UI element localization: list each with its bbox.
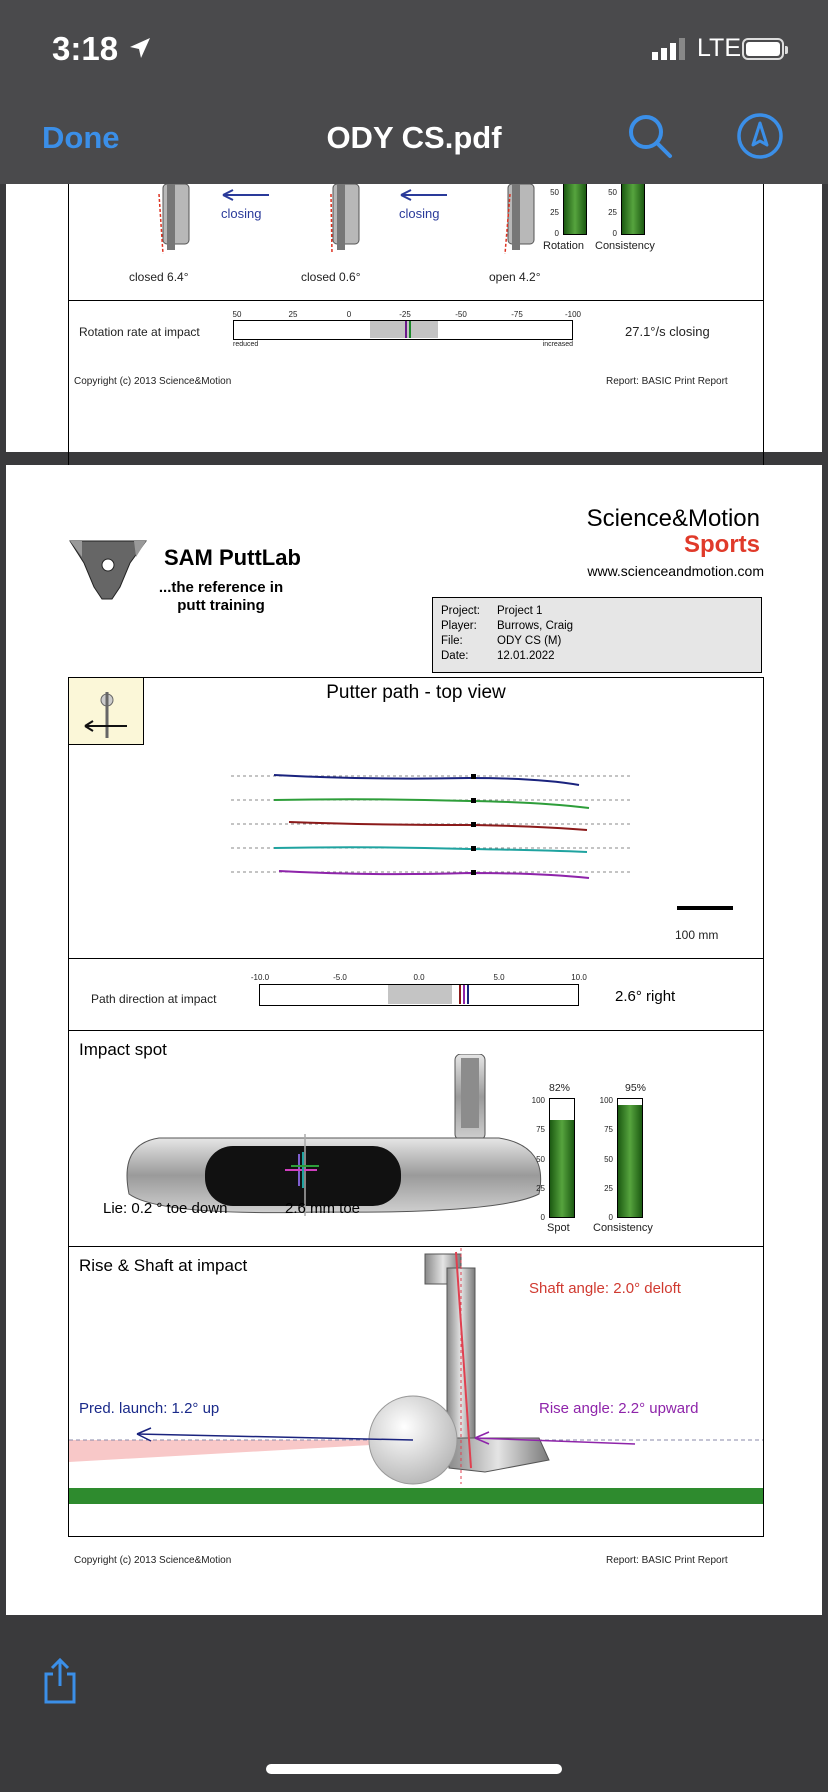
closing-arrow-icon bbox=[399, 188, 449, 202]
launch-value: Pred. launch: 1.2° up bbox=[79, 1400, 220, 1417]
increased-label: increased bbox=[542, 341, 573, 348]
player-label: Player: bbox=[441, 620, 477, 632]
putter-path-chart bbox=[69, 738, 763, 938]
project-value: Project 1 bbox=[497, 605, 543, 617]
tick-label: 25 bbox=[536, 1184, 545, 1193]
rotation-rate-label: Rotation rate at impact bbox=[79, 325, 200, 339]
tick-label: 0 bbox=[608, 1213, 613, 1222]
scale-label: -100 bbox=[564, 310, 581, 319]
network-label: LTE bbox=[697, 34, 741, 62]
closing-label-1: closing bbox=[221, 206, 262, 221]
brand-tagline-2: putt training bbox=[177, 597, 265, 614]
done-button[interactable]: Done bbox=[42, 120, 120, 155]
consistency-bar bbox=[617, 1098, 643, 1218]
markup-pen-icon[interactable] bbox=[736, 112, 784, 160]
consistency-pct: 95% bbox=[625, 1082, 647, 1094]
shaft-angle-value: Shaft angle: 2.0° deloft bbox=[529, 1280, 681, 1297]
consistency-label: Consistency bbox=[593, 1222, 653, 1234]
date-value: 12.01.2022 bbox=[497, 650, 555, 662]
putter-heel-image-2 bbox=[319, 184, 369, 254]
search-icon[interactable] bbox=[626, 112, 674, 160]
closing-arrow-icon bbox=[221, 188, 271, 202]
consistency-bar-fill bbox=[618, 1105, 642, 1217]
date-label: Date: bbox=[441, 650, 469, 662]
face-angle-1: closed 6.4° bbox=[129, 270, 189, 284]
document-title: ODY CS.pdf bbox=[326, 120, 502, 155]
scale-label: 10.0 bbox=[571, 973, 587, 982]
putter-face-image bbox=[119, 1054, 559, 1224]
scale-label: 0.0 bbox=[413, 973, 425, 982]
rise-shaft-title: Rise & Shaft at impact bbox=[79, 1256, 248, 1275]
closing-label-2: closing bbox=[399, 206, 440, 221]
report-label: Report: BASIC Print Report bbox=[606, 1555, 728, 1566]
tick-label: 100 bbox=[531, 1096, 545, 1105]
battery-icon bbox=[742, 38, 784, 60]
scale-label: -50 bbox=[455, 310, 467, 319]
spot-pct: 82% bbox=[549, 1082, 571, 1094]
scale-label: -75 bbox=[511, 310, 523, 319]
tick-label: 100 bbox=[599, 1096, 613, 1105]
rotation-bar bbox=[563, 184, 587, 235]
report-label: Report: BASIC Print Report bbox=[606, 376, 728, 387]
putter-path-title: Putter path - top view bbox=[326, 682, 506, 703]
spot-bar-fill bbox=[550, 1120, 574, 1217]
share-button[interactable] bbox=[40, 1658, 80, 1707]
signal-bars-icon bbox=[652, 38, 692, 60]
path-direction-scale bbox=[259, 984, 579, 1006]
pdf-page-2 bbox=[6, 465, 822, 1615]
status-bar bbox=[0, 0, 828, 92]
scale-label: 0 bbox=[346, 310, 352, 319]
face-angle-2: closed 0.6° bbox=[301, 270, 361, 284]
nav-bar bbox=[0, 92, 828, 184]
status-time: 3:18 bbox=[52, 30, 119, 67]
copyright: Copyright (c) 2013 Science&Motion bbox=[74, 376, 232, 387]
project-label: Project: bbox=[441, 605, 480, 617]
brand-tagline bbox=[136, 579, 306, 615]
reduced-label: reduced bbox=[233, 341, 259, 348]
location-arrow-icon bbox=[128, 36, 152, 60]
scale-label: -25 bbox=[399, 310, 411, 319]
rotation-rate-value: 27.1°/s closing bbox=[625, 324, 710, 339]
toe-value: 2.6 mm toe bbox=[285, 1200, 361, 1217]
spot-bar bbox=[549, 1098, 575, 1218]
face-angle-3: open 4.2° bbox=[489, 270, 541, 284]
player-value: Burrows, Craig bbox=[497, 620, 574, 632]
putter-heel-image-3 bbox=[494, 184, 544, 254]
report-frame bbox=[68, 677, 764, 1537]
putter-heel-image-1 bbox=[149, 184, 199, 254]
brand-name: SAM PuttLab bbox=[164, 545, 301, 570]
path-direction-value: 2.6° right bbox=[615, 988, 676, 1005]
tick-label: 50 bbox=[608, 188, 617, 197]
company-sports: Sports bbox=[683, 531, 760, 558]
file-label: File: bbox=[441, 635, 463, 647]
tick-label: 75 bbox=[604, 1125, 613, 1134]
rotation-rate-scale bbox=[233, 320, 573, 340]
face-rotation-panel bbox=[68, 184, 764, 503]
tick-label: 25 bbox=[608, 208, 617, 217]
consistency-label: Consistency bbox=[595, 240, 655, 252]
impact-spot-title: Impact spot bbox=[79, 1040, 167, 1059]
lie-value: Lie: 0.2 ° toe down bbox=[103, 1200, 228, 1217]
tick-label: 25 bbox=[550, 208, 559, 217]
scale-label: 50 bbox=[232, 310, 242, 319]
info-box bbox=[432, 597, 762, 673]
tick-label: 0 bbox=[554, 229, 559, 238]
tick-label: 0 bbox=[540, 1213, 545, 1222]
bottom-toolbar bbox=[0, 1622, 828, 1792]
scale-label: 5.0 bbox=[493, 973, 505, 982]
home-indicator bbox=[266, 1764, 562, 1774]
tick-label: 50 bbox=[604, 1155, 613, 1164]
consistency-bar bbox=[621, 184, 645, 235]
share-icon bbox=[40, 1658, 80, 1704]
rotation-label: Rotation bbox=[543, 240, 584, 252]
tick-label: 25 bbox=[604, 1184, 613, 1193]
pdf-page-1 bbox=[6, 184, 822, 452]
tick-label: 75 bbox=[536, 1125, 545, 1134]
tick-label: 0 bbox=[612, 229, 617, 238]
scale-label: 25 bbox=[288, 310, 298, 319]
spot-label: Spot bbox=[547, 1222, 570, 1234]
pdf-viewer[interactable] bbox=[0, 184, 828, 1622]
tick-label: 50 bbox=[550, 188, 559, 197]
path-direction-label: Path direction at impact bbox=[91, 992, 217, 1006]
company-name: Science&Motion bbox=[586, 505, 760, 532]
scale-label: -10.0 bbox=[250, 973, 270, 982]
rise-angle-value: Rise angle: 2.2° upward bbox=[539, 1400, 699, 1417]
tick-label: 50 bbox=[536, 1155, 545, 1164]
company-url: www.scienceandmotion.com bbox=[587, 563, 764, 579]
brand-tagline-1: ...the reference in bbox=[158, 579, 284, 596]
scale-bar-label: 100 mm bbox=[675, 928, 719, 942]
scale-label: -5.0 bbox=[333, 973, 347, 982]
copyright: Copyright (c) 2013 Science&Motion bbox=[74, 1555, 232, 1566]
file-value: ODY CS (M) bbox=[497, 635, 562, 647]
